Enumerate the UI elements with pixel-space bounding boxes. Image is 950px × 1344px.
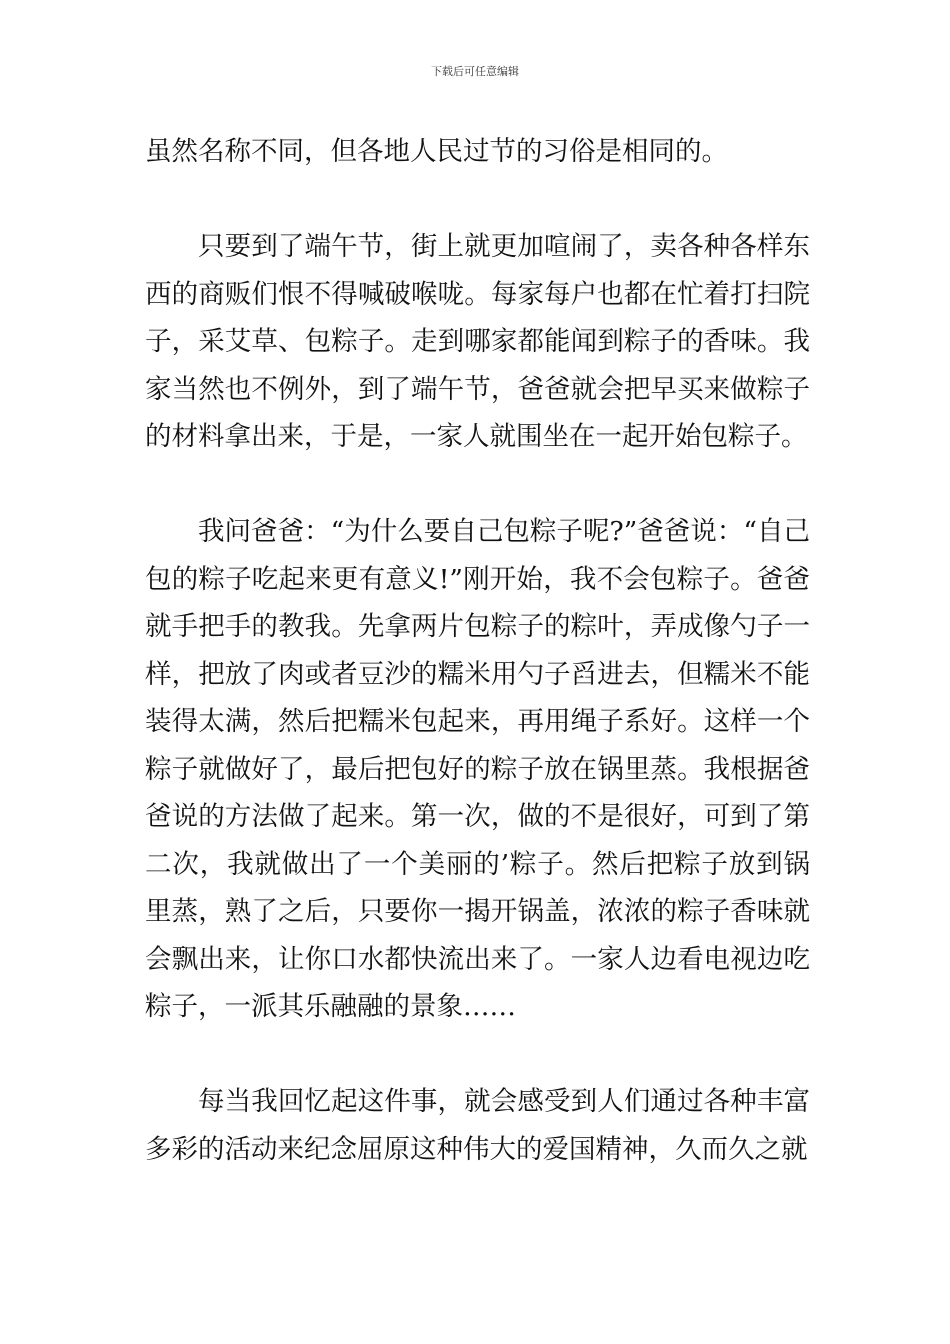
paragraph-gap: [145, 1031, 810, 1079]
paragraph-gap: [145, 176, 810, 224]
paragraph-1: 虽然名称不同，但各地人民过节的习俗是相同的。: [145, 136, 728, 167]
document-body: [145, 128, 810, 1173]
paragraph-2: 只要到了端午节，街上就更加喧闹了，卖各种各样东西的商贩们恨不得喊破喉咙。每家每户也都在忙着打扫院子，采艾草、包粽子。走到哪家都能闻到粽子的香味。我家当然也不例外，到了端午节，爸爸就会把早买来做粽子的材料拿出来，于是，一家人就围坐在一起开始包粽子。: [145, 231, 810, 452]
paragraph-3: 我问爸爸：“为什么要自己包粽子呢?”爸爸说：“自己包的粽子吃起来更有意义!”刚开始，我不会包粽子。爸爸就手把手的教我。先拿两片包粽子的粽叶，弄成像勺子一样，把放了肉或者豆沙的糯米用勺子舀进去，但糯米不能装得太满，然后把糯米包起来，再用绳子系好。这样一个粽子就做好了，最后把包好的粽子放在锅里蒸。我根据爸爸说的方法做了起来。第一次，做的不是很好，可到了第二次，我就做出了一个美丽的’粽子。然后把粽子放到锅里蒸，熟了之后，只要你一揭开锅盖，浓浓的粽子香味就会飘出来，让你口水都快流出来了。一家人边看电视边吃粽子，一派其乐融融的景象……: [145, 516, 810, 1022]
paragraph-gap: [145, 461, 810, 509]
paragraph-4: 每当我回忆起这件事，就会感受到人们通过各种丰富多彩的活动来纪念屈原这种伟大的爱国精神，久而久之就: [145, 1086, 810, 1165]
page-header: 下载后可任意编辑: [431, 65, 519, 78]
